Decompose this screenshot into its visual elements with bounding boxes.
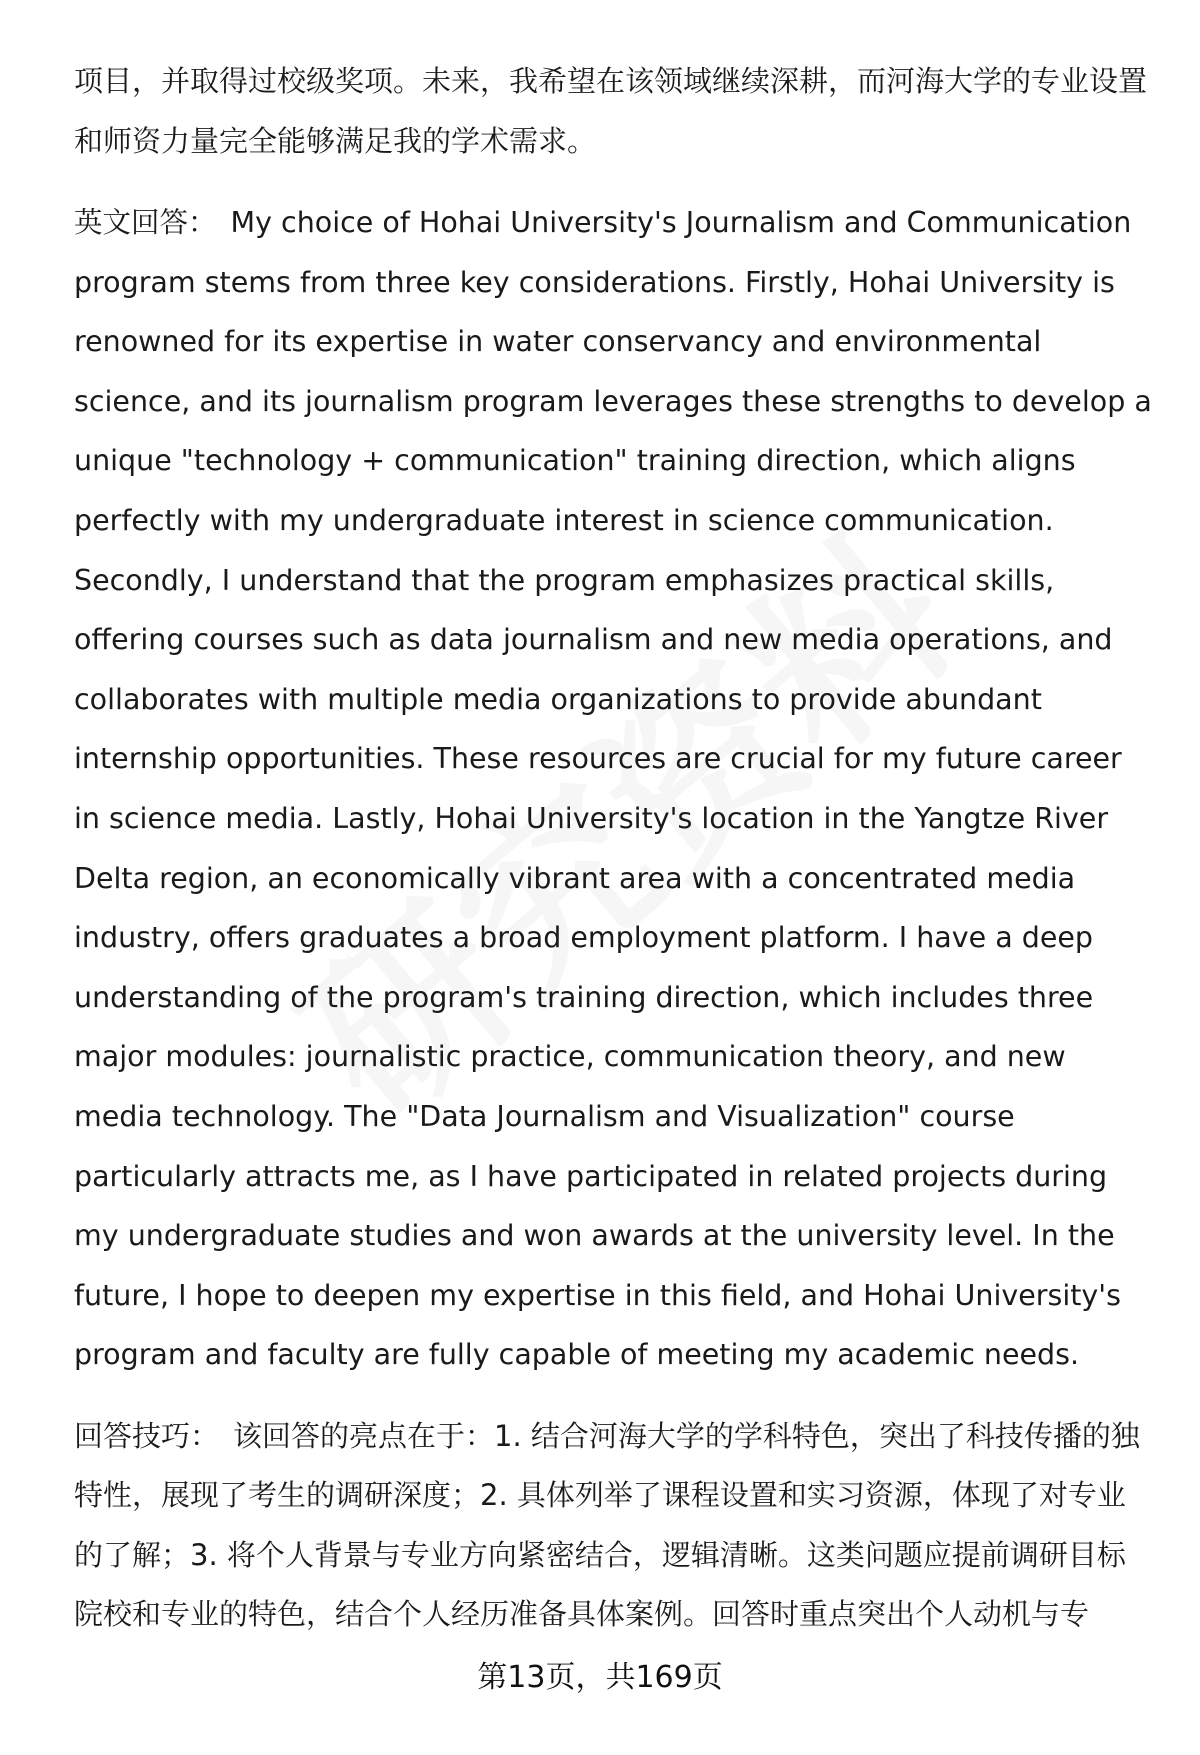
- page-number-footer: 第13页，共169页: [477, 1660, 723, 1695]
- intro-continuation-paragraph: 项目，并取得过校级奖项。未来，我希望在该领域继续深耕，而河海大学的专业设置和师资力量完全能够满足我的学术需求。: [74, 64, 1148, 158]
- english-answer-text: My choice of Hohai University's Journalism and Communication program stems from three key considerations. Firstly, Hohai University is renowned for its expertise in water conservancy and environmental science, and its journalism program leverages these strengths to develop a unique "technology + communication" training direction, which aligns perfectly with my undergraduate interest in science communication. Secondly, I understand that the program emphasizes practical skills, offering courses such as data journalism and new media operations, and collaborates with multiple media organizations to provide abundant internship opportunities. These resources are crucial for my future career in science media. Lastly, Hohai University's location in the Yangtze River Delta region, an economically vibrant area with a concentrated media industry, offers graduates a broad employment platform. I have a deep understanding of the program's training direction, which includes three major modules: journalistic practice, communication theory, and new media technology. The "Data Journalism and Visualization" course particularly attracts me, as I have participated in related projects during my undergraduate studies and won awards at the university level. In the future, I hope to deepen my expertise in this field, and Hohai University's program and faculty are fully capable of meeting my academic needs.: [74, 206, 1152, 1372]
- english-answer-label: 英文回答：: [74, 206, 217, 239]
- page-content: [74, 52, 1154, 1645]
- answer-tips-paragraph: [74, 1407, 1154, 1645]
- answer-tips-label: 回答技巧：: [74, 1418, 220, 1453]
- answer-tips-text: 该回答的亮点在于：1. 结合河海大学的学科特色，突出了科技传播的独特性，展现了考生的调研深度；2. 具体列举了课程设置和实习资源，体现了对专业的了解；3. 将个人背景与专业方向紧密结合，逻辑清晰。这类问题应提前调研目标院校和专业的特色，结合个人经历准备具体案例。回答时重点突出个人动机与专: [74, 1418, 1140, 1632]
- english-answer-paragraph: [74, 193, 1154, 1385]
